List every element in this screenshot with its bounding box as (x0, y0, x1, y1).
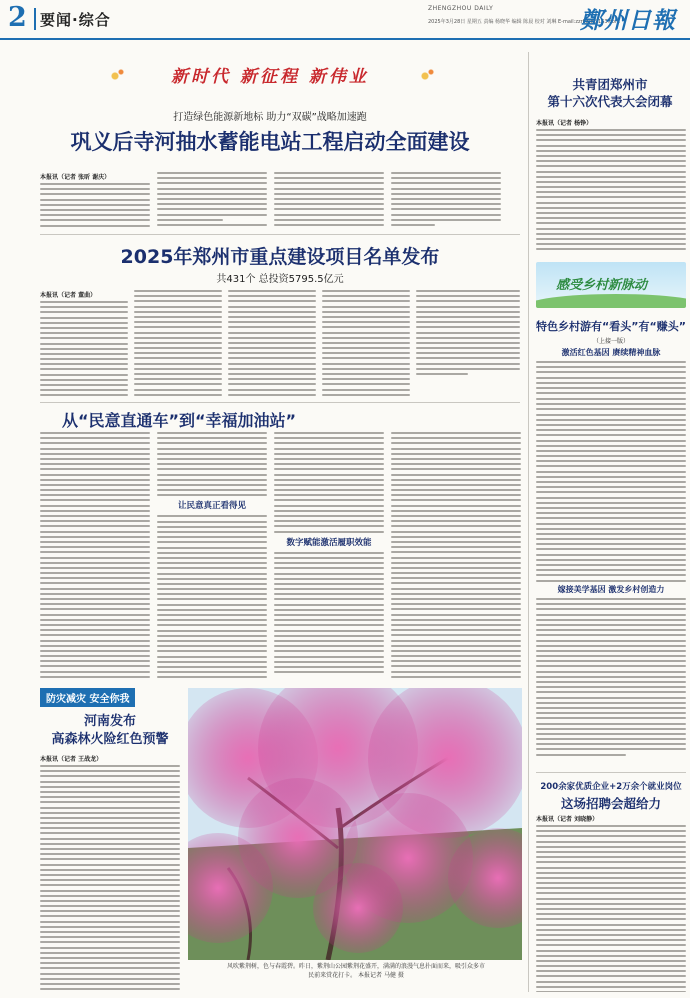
feature-column-3 (274, 432, 384, 678)
slogan-banner (40, 56, 500, 96)
projects-column-4 (322, 290, 410, 396)
divider (34, 8, 36, 30)
rural-brand-banner (536, 262, 686, 308)
paper-name-en: ZHENGZHOU DAILY (428, 5, 494, 12)
feature-column-1 (40, 432, 150, 678)
photo-credit: 本报记者 马健 摄 (358, 972, 404, 979)
projects-column-3 (228, 290, 316, 396)
firework-icon (410, 66, 440, 86)
disaster-headline-2: 高森林火险红色预警 (51, 732, 169, 747)
lead-subhead: 打造绿色能源新地标 助力“双碳”战略加速跑 (173, 112, 367, 123)
rural-subhead-2: 嫁接美学基因 激发乡村创造力 (557, 585, 665, 594)
lead-column-4 (391, 172, 501, 230)
feature-subhead-1: 让民意真正看得见 (177, 501, 246, 512)
redbud-photo-illustration (188, 688, 522, 960)
brand-banner-title: 感受乡村新脉动 (556, 278, 648, 293)
rural-series-label: （上接一版） (592, 338, 629, 345)
photo-caption (190, 962, 522, 980)
feature-column-4 (391, 432, 521, 678)
lead-column-2 (157, 172, 267, 230)
rural-subhead-1: 激活红色基因 赓续精神血脉 (561, 348, 661, 357)
slogan-text: 新时代 新征程 新伟业 (171, 67, 369, 87)
disaster-byline: 本报讯（记者 王战龙） (40, 756, 103, 763)
feature-headline: 从“民意直通车”到“幸福加油站” (62, 411, 297, 430)
feature-subhead-2: 数字赋能激活履职效能 (286, 537, 372, 548)
photo-caption-line2: 民前来赏花打卡。 (308, 972, 357, 979)
hill-decoration (536, 294, 686, 308)
rural-headline: 特色乡村游有“看头”有“赚头” (536, 320, 686, 333)
photo-caption-line1: 风吹紫荆树，色与春霞碧。昨日，紫荆山公园紫荆花盛开，满满的浪漫气息扑面而来，吸引众多市 (226, 963, 485, 970)
jobs-headline-1: 200余家优质企业+2万余个就业岗位 (540, 782, 682, 792)
lead-column-1 (40, 172, 150, 230)
newspaper-logo: 鄭州日報 (580, 7, 676, 34)
section-divider (40, 402, 520, 403)
jobs-body (536, 814, 686, 992)
page-number: 2 (8, 2, 27, 33)
projects-subhead: 共431个 总投资5795.5亿元 (216, 274, 344, 285)
section-divider (536, 772, 686, 773)
rural-body-1 (536, 336, 686, 396)
column-label: 防灾减灾 安全你我 (40, 688, 135, 707)
firework-icon (100, 66, 130, 86)
lead-byline: 本报讯（记者 张昕 谢庆） (40, 174, 111, 181)
jobs-headline-2: 这场招聘会超给力 (560, 796, 661, 811)
section-divider (40, 234, 520, 235)
youth-headline-1: 共青团郑州市 (572, 77, 648, 92)
rural-body-2 (536, 398, 686, 582)
youth-body (536, 118, 686, 254)
feature-column-2 (157, 432, 267, 678)
projects-headline: 2025年郑州市重点建设项目名单发布 (120, 246, 440, 268)
projects-column-5 (416, 290, 520, 396)
masthead (0, 0, 690, 40)
projects-column-2 (134, 290, 222, 396)
jobs-byline: 本报讯（记者 刘晓静） (536, 816, 599, 823)
disaster-headline-1: 河南发布 (83, 714, 136, 729)
youth-headline-2: 第十六次代表大会闭幕 (547, 94, 673, 109)
rural-body-3 (536, 598, 686, 758)
disaster-body (40, 754, 180, 990)
section-title: 要闻·综合 (40, 11, 111, 29)
issue-info: 2025年3月28日 星期五 责编 杨晓华 编辑 陈晨 校对 刘琳 E-mail:zzrbbjz@163.com (428, 19, 620, 25)
projects-byline: 本报讯（记者 董曲） (40, 292, 97, 299)
projects-column-1 (40, 290, 128, 396)
photo-redbud-blossoms (188, 688, 522, 960)
lead-column-3 (274, 172, 384, 230)
youth-byline: 本报讯（记者 杨铮） (536, 120, 593, 127)
lead-headline: 巩义后寺河抽水蓄能电站工程启动全面建设 (70, 130, 470, 154)
youth-league-headline (534, 76, 686, 110)
column-divider (528, 52, 529, 992)
